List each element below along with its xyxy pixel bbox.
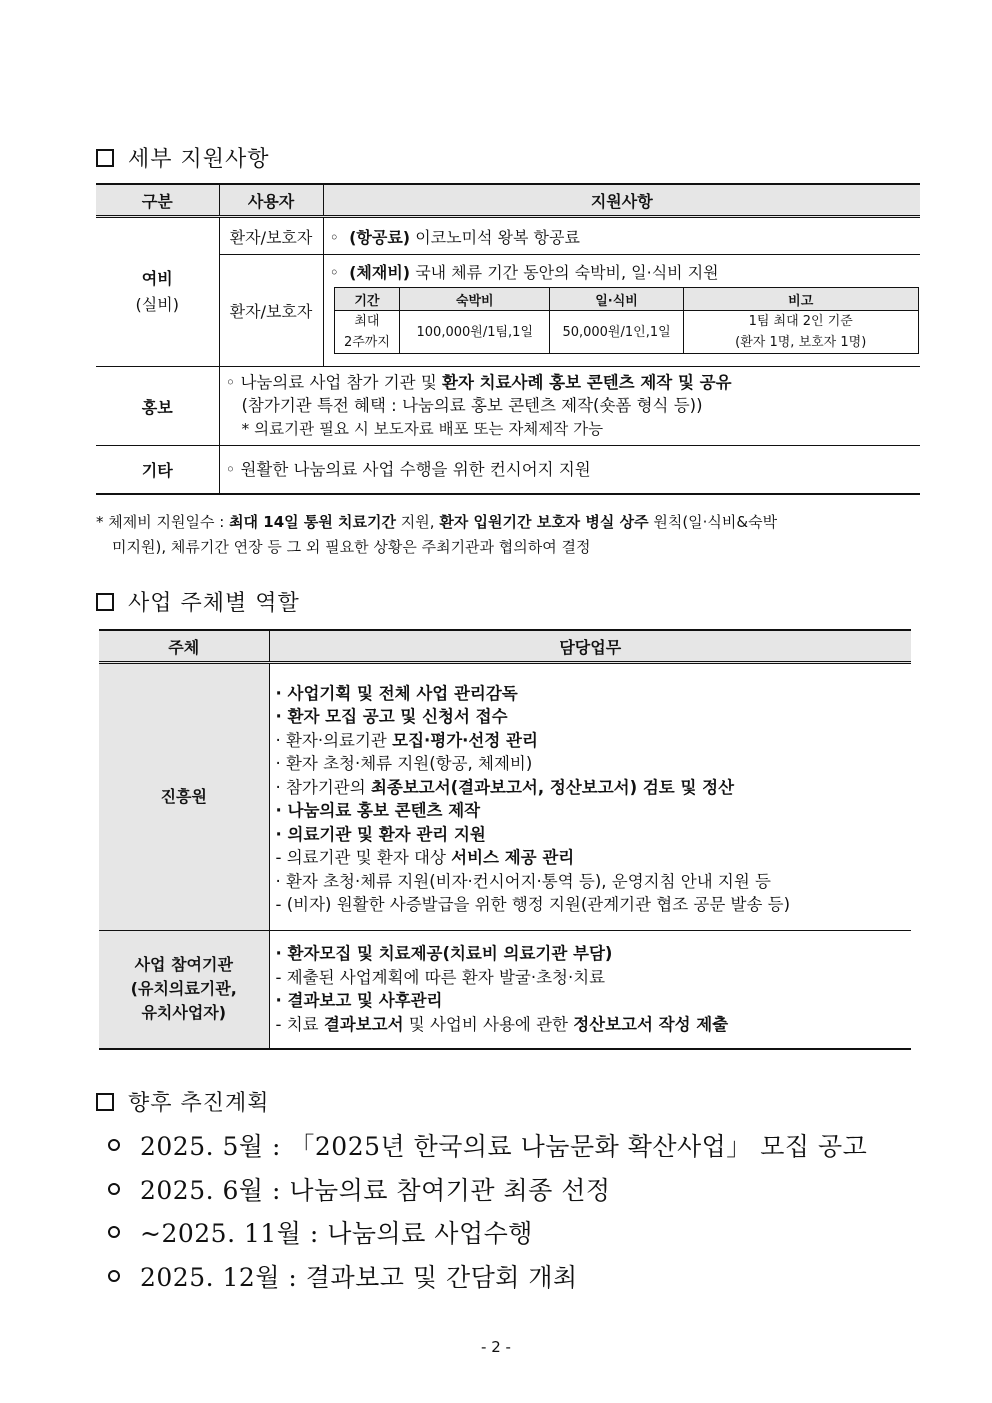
- header-support: 지원사항: [323, 184, 920, 217]
- header-user: 사용자: [219, 184, 323, 217]
- checkbox-square-icon: [96, 149, 114, 167]
- table-header-row: [99, 630, 911, 663]
- table-row: [96, 255, 920, 367]
- category-etc: 기타: [96, 446, 219, 494]
- circle-bullet-icon: [108, 1226, 120, 1238]
- table-row: [96, 217, 920, 255]
- entity-participants: 사업 참여기관 (유치의료기관, 유치사업자): [99, 931, 269, 1049]
- table-row: [99, 663, 911, 931]
- circle-bullet-icon: [108, 1183, 120, 1195]
- inner-header-row: 기간 숙박비 일·식비 비고: [334, 288, 918, 311]
- roles-table: [99, 629, 911, 1050]
- support-details-table: [96, 183, 920, 495]
- plan-item: 2025. 6월 : 나눔의료 참여기관 최종 선정: [108, 1171, 611, 1207]
- section-title-plan: 향후 추진계획: [96, 1086, 270, 1117]
- promo-cell: ◦ 나눔의료 사업 참가 기관 및 환자 치료사례 홍보 콘텐츠 제작 및 공유 (참가기관 특전 혜택 : 나눔의료 홍보 콘텐츠 제작(숏폼 형식 등)) * 의료기관 필요 시 보도자료 배포 또는 자체제작 가능: [219, 367, 920, 446]
- table-row: [96, 367, 920, 446]
- category-travel: 여비 (실비): [96, 217, 219, 367]
- category-promo: 홍보: [96, 367, 219, 446]
- checkbox-square-icon: [96, 593, 114, 611]
- header-duties: 담당업무: [269, 630, 911, 663]
- plan-item: 2025. 5월 : 「2025년 한국의료 나눔문화 확산사업」 모집 공고: [108, 1127, 867, 1163]
- header-category: 구분: [96, 184, 219, 217]
- plan-item: ~2025. 11월 : 나눔의료 사업수행: [108, 1214, 533, 1250]
- etc-cell: ◦ 원활한 나눔의료 사업 수행을 위한 컨시어지 지원: [219, 446, 920, 494]
- table-row: [96, 446, 920, 494]
- header-entity: 주체: [99, 630, 269, 663]
- table-header-row: [96, 184, 920, 217]
- user-cell: 환자/보호자: [219, 255, 323, 367]
- table-row: [99, 931, 911, 1049]
- stay-days-note: * 체제비 지원일수 : 최대 14일 통원 치료기간 지원, 환자 입원기간 보호자 병실 상주 원칙(일·식비&숙박 미지원), 체류기간 연장 등 그 외 필요한 상황은 주최기관과 협의하여 결정: [96, 513, 778, 556]
- inner-row: 최대 2주까지 100,000원/1팀,1일 50,000원/1인,1일 1팀 최대 2인 기준 (환자 1명, 보호자 1명): [334, 311, 918, 354]
- section-title-roles: 사업 주체별 역할: [96, 586, 300, 617]
- plan-item: 2025. 12월 : 결과보고 및 간담회 개최: [108, 1258, 578, 1294]
- section-title-support: 세부 지원사항: [96, 142, 270, 173]
- entity-agency: 진흥원: [99, 663, 269, 931]
- checkbox-square-icon: [96, 1093, 114, 1111]
- participant-duties: · 환자모집 및 치료제공(치료비 의료기관 부담) - 제출된 사업계획에 따른 환자 발굴·초청·치료 · 결과보고 및 사후관리 - 치료 결과보고서 및 사업비 사용에 관한 정산보고서 작성 제출: [269, 931, 911, 1049]
- page-number: - 2 -: [481, 1338, 511, 1356]
- stay-cost-inner-table: [334, 287, 919, 354]
- agency-duties: · 사업기획 및 전체 사업 관리감독 · 환자 모집 공고 및 신청서 접수 · 환자·의료기관 모집·평가·선정 관리 · 환자 초청·체류 지원(항공, 체제비) · 참가기관의 최종보고서(결과보고서, 정산보고서) 검토 및 정산 · 나눔의료 홍보 콘텐츠 제작 · 의료기관 및 환자 관리 지원 - 의료기관 및 환자 대상 서비스 제공 관리 · 환자 초청·체류 지원(비자·컨시어지·통역 등), 운영지침 안내 지원 등 - (비자) 원활한 사증발급을 위한 행정 지원(관계기관 협조 공문 발송 등): [269, 663, 911, 931]
- circle-bullet-icon: [108, 1270, 120, 1282]
- stay-cost-cell: ◦ (체재비) 국내 체류 기간 동안의 숙박비, 일·식비 지원 기간 숙박비 일·식비 비고 최대 2주까지 100,000원/1팀,1일 50,000원/1인,1일 1팀 최대 2인 기준 (환자 1명, 보호자 1명): [323, 255, 920, 367]
- user-cell: 환자/보호자: [219, 217, 323, 255]
- airfare-cell: ◦ (항공료) 이코노미석 왕복 항공료: [323, 217, 920, 255]
- circle-bullet-icon: [108, 1139, 120, 1151]
